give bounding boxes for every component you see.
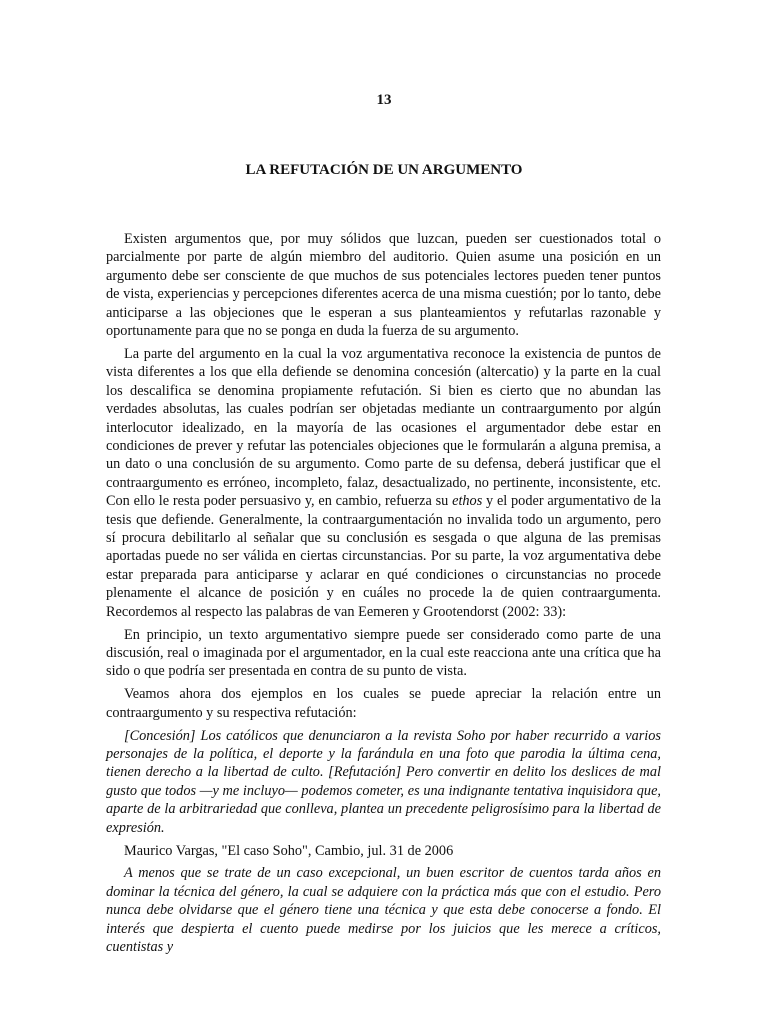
ethos-term: ethos [452,493,483,510]
chapter-title: LA REFUTACIÓN DE UN ARGUMENTO [245,162,523,178]
example-quote-soho: [Concesión] Los católicos que denunciaron a la revista Soho por haber recurrido a varios personajes de la política, el deporte y la farándula en una foto que parodia la última cena, tienen derecho a la libertad de culto. [Refutación] Pero convertir en delito los deslices de mal gusto que todos —y me incluyo— podemos cometer, es una indignante tentativa inquisidora que, aparte de la arbitrariedad que conlleva, plantea un precedente peligrosísimo para la libertad de expresión. [106,727,661,836]
chapter-number: 13 [376,92,392,108]
paragraph-intro: Existen argumentos que, por muy sólidos que luzcan, pueden ser cuestionados total o parcialmente por parte de algún miembro del auditorio. Quien asume una posición en un argumento debe ser consciente de que muchos de sus potenciales lectores pueden tener puntos de vista, experiencias y percepciones diferentes acerca de una misma cuestión; por lo tanto, debe anticiparse a las objeciones que le esperan a sus planteamientos y refutarlas razonable y oportunamente para que no se ponga en duda la fuerza de su argumento. [106,231,661,340]
example-citation: Maurico Vargas, "El caso Soho", Cambio, jul. 31 de 2006 [124,842,454,859]
paragraph-text: y el poder argumentativo de la tesis que defiende. Generalmente, la contraargumentación no invalida todo un argumento, pero sí procura debilitarlo al señalar que su conclusión es sesgada o que alguna de las premisas aportadas puede no ser válida en ciertas circunstancias. Por su parte, la voz argumentativa debe estar preparada para anticiparse y aclarar en qué condiciones o circunstancias no procede plenamente el alcance de posición y en cuáles no procede la de quien contraargumenta. Recordemos al respecto las palabras de van Eemeren y Grootendorst (2002: 33): [106,493,661,620]
paragraph-text: La parte del argumento en la cual la voz argumentativa reconoce la existencia de puntos de vista diferentes a los que ella defiende se denomina concesión (altercatio) y la parte en la cual los descalifica se denomina propiamente refutación. Si bien es cierto que no abundan las verdades absolutas, las cuales podrían ser objetadas mediante un contraargumento por algún interlocutor idealizado, en la mayoría de las ocasiones el argumentador debe estar en condiciones de prever y refutar las potenciales objeciones que le formularán a alguna premisa, a un dato o una conclusión de su argumento. Como parte de su defensa, deberá justificar que el contraargumento es erróneo, incompleto, falaz, desactualizado, no pertinente, inconsistente, etc. Con ello le resta poder persuasivo y, en cambio, refuerza su [106,345,661,510]
body-text [106,230,661,961]
paragraph-examples-intro: Veamos ahora dos ejemplos en los cuales se puede apreciar la relación entre un contraargumento y su respectiva refutación: [106,686,661,721]
paragraph-quoted-principle: En principio, un texto argumentativo siempre puede ser considerado como parte de una discusión, real o imaginada por el argumentador, en la cual este reacciona ante una crítica que ha sido o que podría ser presentada en contra de su punto de vista. [106,626,661,680]
example-quote-cuento: A menos que se trate de un caso excepcional, un buen escritor de cuentos tarda años en dominar la técnica del género, la cual se adquiere con la práctica más que con el estudio. Pero nunca debe olvidarse que el género tiene una técnica y que esta debe conocerse a fondo. El interés que despierta el cuento puede medirse por los juicios que les merece a críticos, cuentistas y [106,865,661,956]
paragraph-concession-refutation [106,345,661,621]
